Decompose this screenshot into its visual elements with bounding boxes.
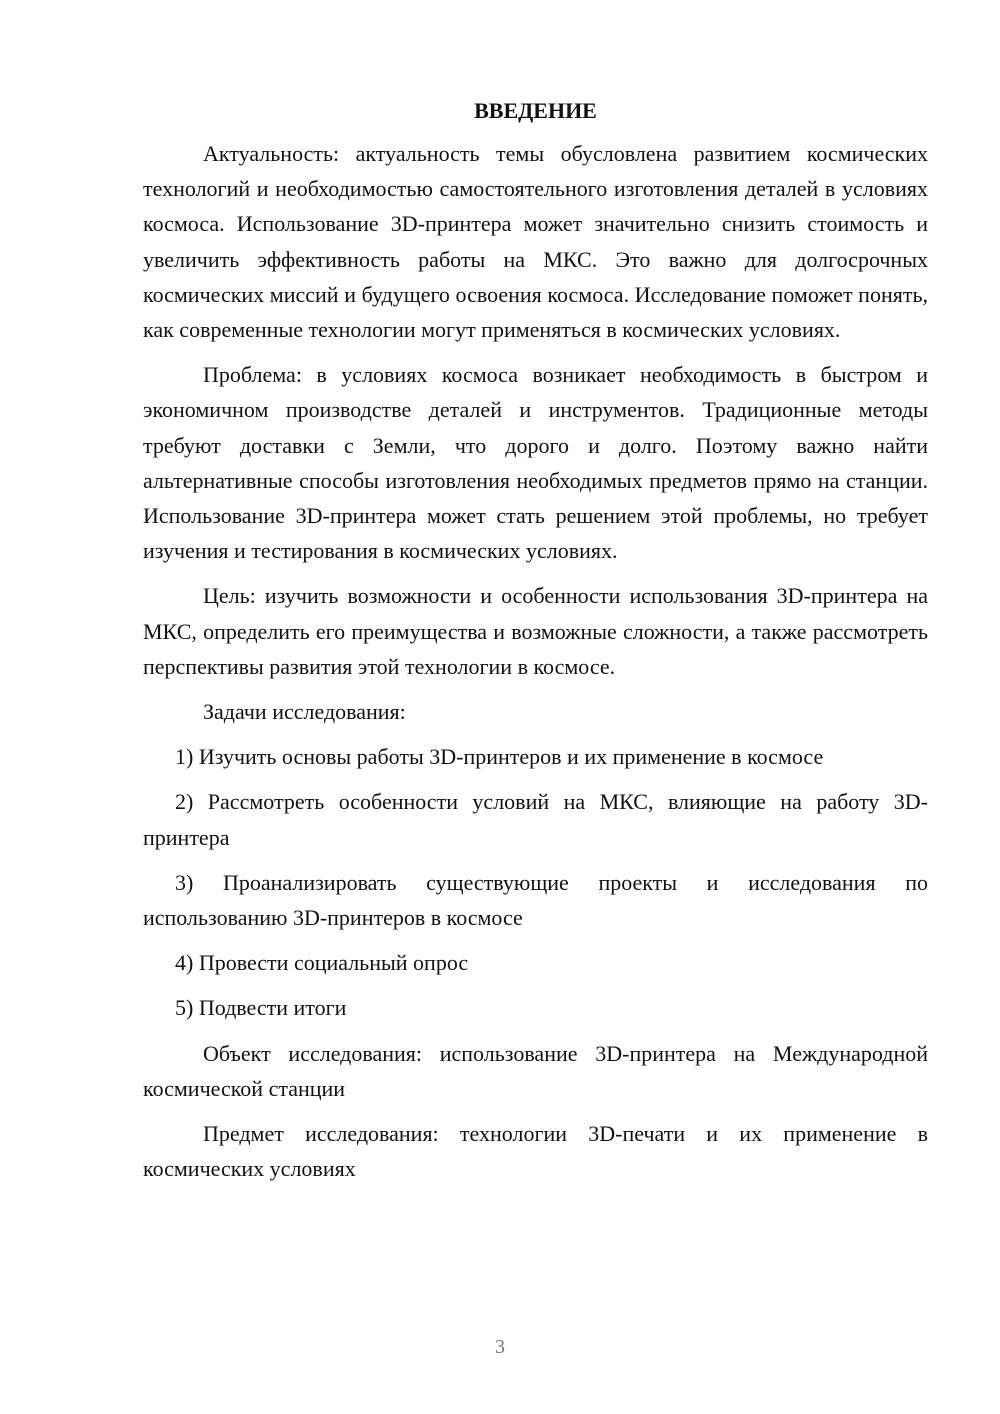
object-paragraph: Объект исследования: использование 3D-принтера на Международной космической станции: [143, 1040, 928, 1101]
page-title: ВВЕДЕНИЕ: [474, 98, 597, 123]
problem-paragraph: Проблема: в условиях космоса возникает необходимость в быстром и экономичном производстве деталей и инструментов. Традиционные методы требуют доставки с Земли, что дорого и долго. Поэтому важно найти альтернативные способы изготовления необходимых предметов прямо на станции. Использование 3D-принтера может стать решением этой проблемы, но требует изучения и тестирования в космических условиях.: [143, 362, 928, 564]
task-item-1: 1) Изучить основы работы 3D-принтеров и их применение в космосе: [175, 744, 824, 770]
goal-paragraph: Цель: изучить возможности и особенности использования 3D-принтера на МКС, определить его преимущества и возможные сложности, а также рассмотреть перспективы развития этой технологии в космосе.: [143, 583, 928, 679]
document-page: [143, 95, 928, 1196]
tasks-heading: Задачи исследования:: [203, 699, 406, 725]
task-item-3: 3) Проанализировать существующие проекты и исследования по использованию 3D-принтеров в космосе: [143, 869, 928, 931]
task-item-2: 2) Рассмотреть особенности условий на МКС, влияющие на работу 3D-принтера: [143, 789, 928, 850]
task-item-4: 4) Провести социальный опрос: [175, 950, 469, 976]
task-item-5: 5) Подвести итоги: [175, 995, 347, 1021]
relevance-paragraph: Актуальность: актуальность темы обусловлена развитием космических технологий и необходимостью самостоятельного изготовления деталей в условиях космоса. Использование 3D-принтера может значительно снизить стоимость и увеличить эффективность работы на МКС. Это важно для долгосрочных космических миссий и будущего освоения космоса. Исследование поможет понять, как современные технологии могут применяться в космических условиях.: [143, 141, 928, 343]
subject-paragraph: Предмет исследования: технологии 3D-печати и их применение в космических условиях: [143, 1121, 928, 1182]
page-number: 3: [495, 1336, 505, 1358]
